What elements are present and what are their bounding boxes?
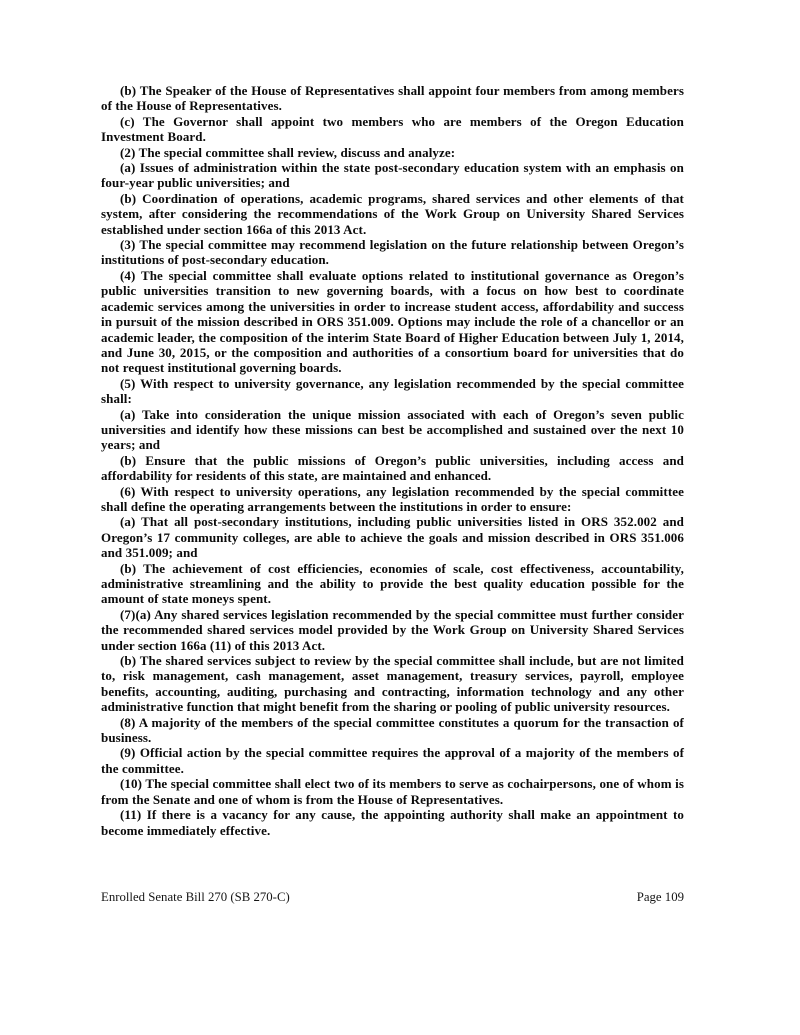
paragraph: (8) A majority of the members of the special committee constitutes a quorum for the transaction of business. <box>101 714 684 746</box>
bill-text-block <box>101 83 684 838</box>
footer-page-number: Page 109 <box>636 890 684 904</box>
paragraph: (b) The shared services subject to review by the special committee shall include, but are not limited to, risk management, cash management, asset management, treasury services, payroll, employee benefits, accounting, auditing, purchasing and contracting, information technology and any other administrative function that might benefit from the sharing or pooling of public university resources. <box>101 653 684 715</box>
paragraph: (b) The achievement of cost efficiencies, economies of scale, cost effectiveness, accountability, administrative streamlining and the ability to provide the best quality education possible for the amount of state moneys spent. <box>101 560 684 607</box>
paragraph: (b) Ensure that the public missions of Oregon’s public universities, including access and affordability for residents of this state, are maintained and enhanced. <box>101 452 684 484</box>
paragraph: (c) The Governor shall appoint two members who are members of the Oregon Education Investment Board. <box>101 113 684 145</box>
paragraph: (a) Take into consideration the unique mission associated with each of Oregon’s seven public universities and identify how these missions can best be accomplished and sustained over the next 10 years; and <box>101 406 684 453</box>
paragraph: (2) The special committee shall review, discuss and analyze: <box>120 144 456 160</box>
page-footer <box>101 890 684 905</box>
paragraph: (7)(a) Any shared services legislation recommended by the special committee must further consider the recommended shared services model provided by the Work Group on University Shared Services under section 166a (11) of this 2013 Act. <box>101 606 684 653</box>
paragraph: (5) With respect to university governance, any legislation recommended by the special committee shall: <box>101 375 684 407</box>
paragraph: (a) Issues of administration within the state post-secondary education system with an emphasis on four-year public universities; and <box>101 160 684 191</box>
paragraph: (6) With respect to university operations, any legislation recommended by the special committee shall define the operating arrangements between the institutions in order to ensure: <box>101 483 684 514</box>
paragraph: (b) The Speaker of the House of Representatives shall appoint four members from among members of the House of Representatives. <box>101 83 684 114</box>
paragraph: (10) The special committee shall elect two of its members to serve as cochairpersons, one of whom is from the Senate and one of whom is from the House of Representatives. <box>101 776 684 807</box>
paragraph: (9) Official action by the special committee requires the approval of a majority of the members of the committee. <box>101 745 684 776</box>
paragraph: (3) The special committee may recommend legislation on the future relationship between Oregon’s institutions of post-secondary education. <box>101 237 684 268</box>
paragraph: (b) Coordination of operations, academic programs, shared services and other elements of that system, after considering the recommendations of the Work Group on University Shared Services established under section 166a of this 2013 Act. <box>101 190 684 237</box>
paragraph: (a) That all post-secondary institutions, including public universities listed in ORS 352.002 and Oregon’s 17 community colleges, are able to achieve the goals and mission described in ORS 351.006 and 351.009; and <box>101 514 684 561</box>
footer-bill-title: Enrolled Senate Bill 270 (SB 270-C) <box>101 890 290 904</box>
paragraph: (11) If there is a vacancy for any cause, the appointing authority shall make an appointment to become immediately effective. <box>101 807 684 838</box>
paragraph: (4) The special committee shall evaluate options related to institutional governance as Oregon’s public universities transition to new governing boards, with a focus on how best to coordinate academic services among the universities in order to increase student access, affordability and success in pursuit of the mission described in ORS 351.009. Options may include the role of a chancellor or an academic leader, the composition of the interim State Board of Higher Education between July 1, 2014, and June 30, 2015, or the composition and authorities of a consortium board for universities that do not request institutional governing boards. <box>101 267 684 376</box>
